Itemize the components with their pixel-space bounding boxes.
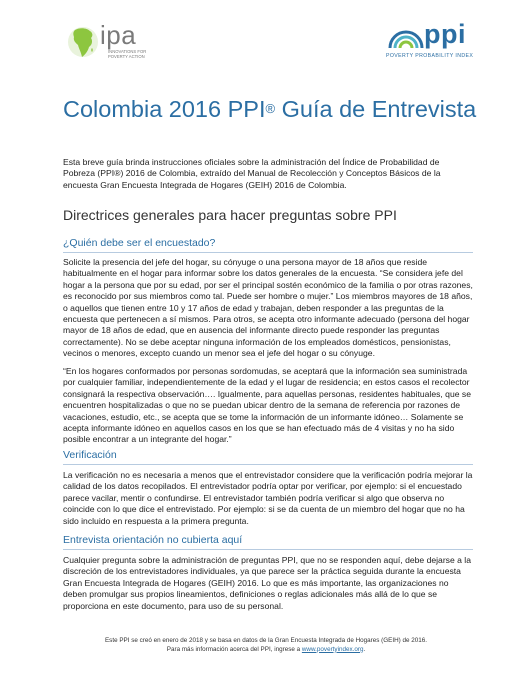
ipa-tagline: INNOVATIONS FOR POVERTY ACTION (108, 49, 147, 59)
title-rest: Guía de Entrevista (275, 96, 477, 122)
heading-divider (63, 464, 473, 465)
paragraph-verificacion: La verificación no es necesaria a menos que el entrevistador considere que la verificación podría mejorar la calidad de los datos recopilados. El entrevistador podría optar por verificar, por ejemplo: si el encuestado parece vacilar, mentir o confundirse. El entrevistador también podría verificar si algo que observa no coincide con lo que dice el entrevistado. Por ejemplo: si se da cuenta de un miembro del hogar que no ha sido incluido en respuesta a la primera pregunta. (63, 470, 473, 526)
footer-line-1: Este PPI se creó en enero de 2018 y se basa en datos de la Gran Encuesta Integrada de Hogares (GEIH) de 2016. (104, 637, 428, 644)
heading-orientacion: Entrevista orientación no cubierta aquí (63, 534, 243, 546)
ipa-logo-text: ipa (100, 20, 137, 50)
heading-divider (63, 549, 473, 550)
heading-verificacion: Verificación (63, 449, 117, 461)
ppi-logo-text: ppi (424, 19, 466, 49)
footer-prefix: Para más información acerca del PPI, ingrese a (166, 645, 302, 653)
registered-mark: ® (265, 101, 276, 116)
ppi-arcs-icon (386, 22, 426, 50)
page-title (63, 95, 483, 124)
heading-divider (63, 252, 473, 253)
section-title: Directrices generales para hacer preguntas sobre PPI (63, 207, 397, 223)
paragraph-encuestado-1: Solicite la presencia del jefe del hogar, su cónyuge o una persona mayor de 18 años que reside habitualmente en el hogar para informar sobre los datos generales de la encuesta. “Se considera jefe del hogar a la persona que por su edad, por ser el principal sostén económico de la familia o por otras razones, es reconocido por sus miembros como tal. Puede ser hombre o mujer.” Los miembros mayores de 18 años, o aquellos que tienen entre 10 y 17 años de edad y trabajan, deben responder a las preguntas de la encuesta que pertenecen a sí mismos. Para otros, se acepta otro informante adecuado (persona del hogar mayor de 18 años de edad, que en ausencia del informante directo puede responder las preguntas correctamente). No se debe aceptar ninguna información de los empleados domésticos, pensionistas, vecinos o menores, excepto cuando un menor sea el jefe del hogar o su cónyuge. (63, 257, 473, 359)
ppi-logo (384, 19, 484, 62)
title-main: Colombia 2016 PPI (63, 96, 266, 122)
heading-encuestado: ¿Quién debe ser el encuestado? (63, 237, 216, 249)
footer-suffix: . (363, 645, 366, 653)
paragraph-encuestado-2: “En los hogares conformados por personas sordomudas, se aceptará que la información sea suministrada por cualquier familiar, independientemente de la edad y el lugar de residencia; en estos casos el recolector consignará la respectiva observación…. Igualmente, para aquellas personas, residentes habituales, que se encuentren hospitalizadas o que no se puedan ubicar dentro de la semana de referencia por razones de vacaciones, estudio, etc., se acepta que se tome la información de un informante idóneo… Solamente se acepta informante idóneo en aquellos casos en los que se han efectuado más de 4 visitas y no ha sido posible encontrar a un integrante del hogar.” (63, 366, 471, 445)
africa-globe-icon (66, 22, 100, 62)
paragraph-orientacion: Cualquier pregunta sobre la administración de preguntas PPI, que no se responden aquí, debe dejarse a la discreción de los entrevistadores individuales, ya que parece ser la práctica seguida durante la encuesta Gran Encuesta Integrada de Hogares (GEIH) 2016. Lo que es más importante, las organizaciones no deben promulgar sus propios lineamientos, definiciones o reglas adicionales más allá de lo que se proporciona en este documento, para uso de su personal. (63, 555, 471, 611)
povertyindex-link[interactable]: www.povertyindex.org (301, 645, 364, 653)
footer (60, 637, 472, 654)
ppi-tagline: POVERTY PROBABILITY INDEX (386, 53, 474, 59)
footer-line-2 (60, 646, 472, 655)
intro-paragraph: Esta breve guía brinda instrucciones oficiales sobre la administración del Índice de Probabilidad de Pobreza (PPI®) 2016 de Colombia, extraído del Manual de Recolección y Conceptos Básicos de la encuesta Gran Encuesta Integrada de Hogares (GEIH) 2016 de Colombia. (63, 157, 441, 190)
ipa-logo (66, 22, 156, 66)
